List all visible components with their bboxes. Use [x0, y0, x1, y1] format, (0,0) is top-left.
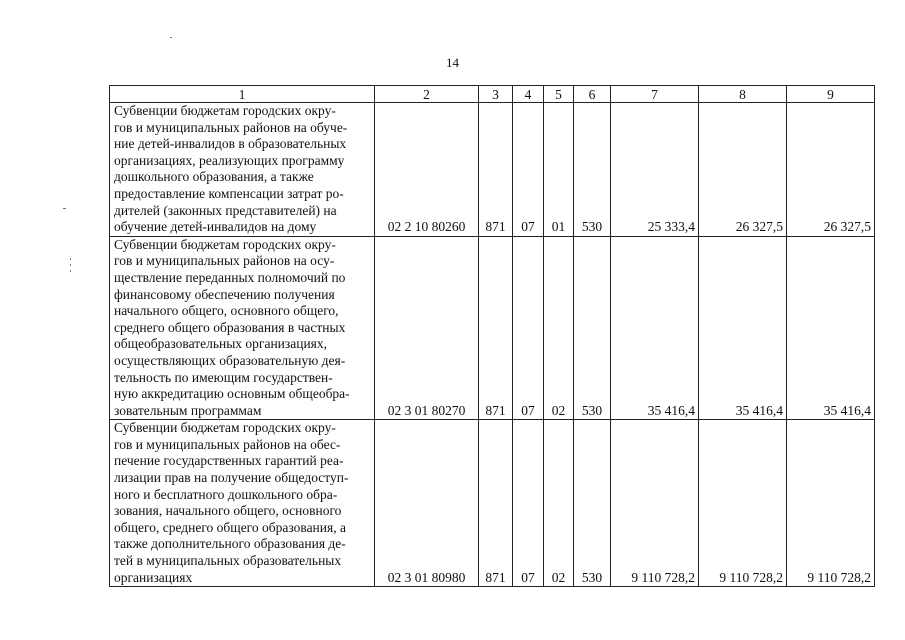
- column-header: 8: [699, 86, 787, 103]
- row-description: [110, 236, 375, 420]
- column-header: 2: [375, 86, 479, 103]
- description-line: обучение детей-инвалидов на дому: [114, 219, 317, 235]
- description-line: также дополнительного образования де-: [114, 536, 346, 552]
- description-line: зования, начального общего, основного: [114, 503, 342, 519]
- description-line: предоставление компенсации затрат ро-: [114, 185, 344, 201]
- budget-code: 02 3 01 80270: [375, 236, 479, 420]
- table-header-row: [110, 86, 875, 103]
- description-line: дошкольного образования, а также: [114, 169, 314, 185]
- table-row: [110, 420, 875, 587]
- column-header: 1: [110, 86, 375, 103]
- cell-col6: 530: [574, 103, 611, 237]
- cell-col5: 01: [544, 103, 574, 237]
- scan-speck: [70, 270, 71, 272]
- column-header: 5: [544, 86, 574, 103]
- description-line: лизации прав на получение общедоступ-: [114, 470, 349, 486]
- description-line: тельность по имеющим государствен-: [114, 369, 333, 385]
- column-header: 4: [513, 86, 544, 103]
- amount-col8: 9 110 728,2: [699, 420, 787, 587]
- description-line: общего, среднего общего образования, а: [114, 519, 346, 535]
- scan-speck: [170, 37, 172, 38]
- description-line: осуществляющих образовательную дея-: [114, 352, 346, 368]
- description-line: гов и муниципальных районов на обуче-: [114, 119, 348, 135]
- scan-speck: [70, 264, 71, 266]
- description-line: начального общего, основного общего,: [114, 303, 339, 319]
- cell-col4: 07: [513, 103, 544, 237]
- page-number: 14: [446, 55, 459, 70]
- description-line: организациях: [114, 569, 193, 585]
- cell-col3: 871: [479, 420, 513, 587]
- cell-col3: 871: [479, 103, 513, 237]
- amount-col7: 9 110 728,2: [611, 420, 699, 587]
- column-header: 7: [611, 86, 699, 103]
- amount-col8: 26 327,5: [699, 103, 787, 237]
- table-row: [110, 236, 875, 420]
- amount-col8: 35 416,4: [699, 236, 787, 420]
- scan-speck: [70, 258, 71, 260]
- row-description: [110, 103, 375, 237]
- description-line: дителей (законных представителей) на: [114, 202, 337, 218]
- description-line: ществление переданных полномочий по: [114, 269, 346, 285]
- cell-col5: 02: [544, 420, 574, 587]
- column-header: 6: [574, 86, 611, 103]
- cell-col6: 530: [574, 420, 611, 587]
- cell-col3: 871: [479, 236, 513, 420]
- description-line: гов и муниципальных районов на обес-: [114, 436, 341, 452]
- description-line: печение государственных гарантий реа-: [114, 453, 344, 469]
- description-line: зовательным программам: [114, 402, 262, 418]
- budget-code: 02 3 01 80980: [375, 420, 479, 587]
- description-line: Субвенции бюджетам городских окру-: [114, 420, 336, 436]
- row-description: [110, 420, 375, 587]
- amount-col9: 35 416,4: [787, 236, 875, 420]
- cell-col4: 07: [513, 420, 544, 587]
- description-line: ние детей-инвалидов в образовательных: [114, 136, 347, 152]
- cell-col5: 02: [544, 236, 574, 420]
- cell-col6: 530: [574, 236, 611, 420]
- column-header: 3: [479, 86, 513, 103]
- description-line: ного и бесплатного дошкольного обра-: [114, 486, 338, 502]
- cell-col4: 07: [513, 236, 544, 420]
- description-line: гов и муниципальных районов на осу-: [114, 253, 335, 269]
- description-line: общеобразовательных организациях,: [114, 336, 328, 352]
- description-line: тей в муниципальных образовательных: [114, 553, 342, 569]
- scan-speck: [63, 208, 66, 209]
- description-line: Субвенции бюджетам городских окру-: [114, 236, 336, 252]
- description-line: среднего общего образования в частных: [114, 319, 346, 335]
- description-line: ную аккредитацию основным общеобра-: [114, 386, 350, 402]
- amount-col9: 9 110 728,2: [787, 420, 875, 587]
- description-line: Субвенции бюджетам городских окру-: [114, 103, 336, 118]
- description-line: финансовому обеспечению получения: [114, 286, 335, 302]
- table-row: [110, 103, 875, 237]
- description-line: организациях, реализующих программу: [114, 152, 345, 168]
- budget-table: [109, 85, 875, 587]
- column-header: 9: [787, 86, 875, 103]
- amount-col9: 26 327,5: [787, 103, 875, 237]
- amount-col7: 35 416,4: [611, 236, 699, 420]
- budget-code: 02 2 10 80260: [375, 103, 479, 237]
- amount-col7: 25 333,4: [611, 103, 699, 237]
